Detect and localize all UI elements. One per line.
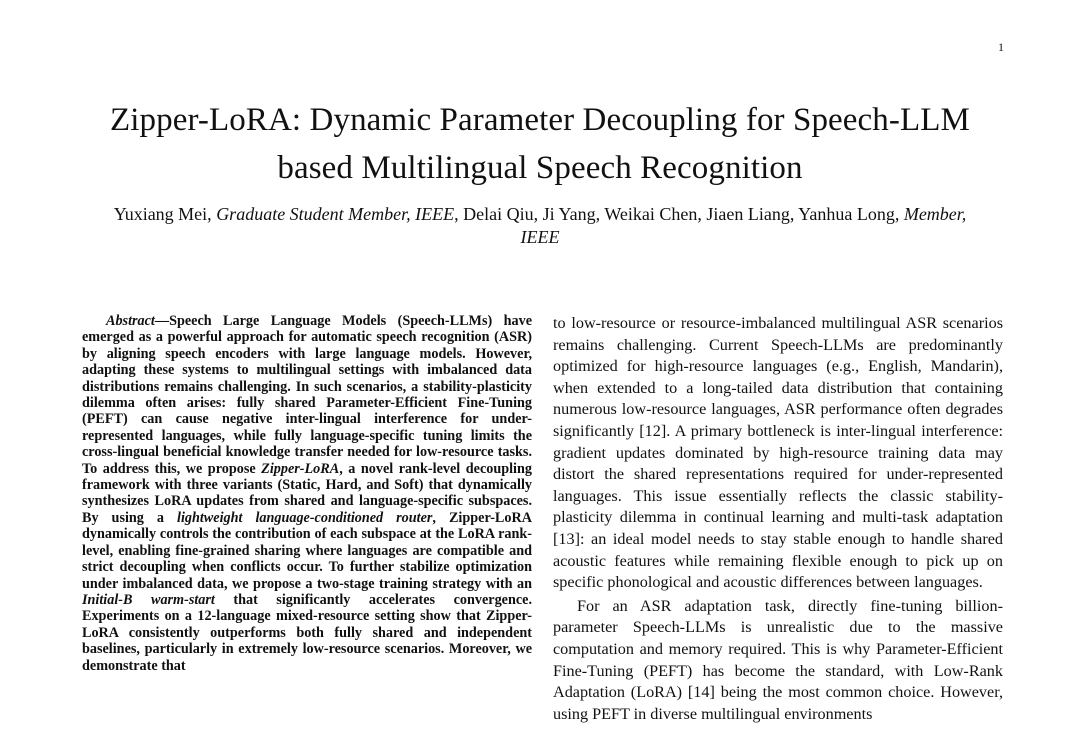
body-column (553, 313, 1003, 725)
abstract-dash: — (154, 313, 170, 329)
author-first-role: Graduate Student Member, IEEE (216, 204, 455, 224)
title-line-2: based Multilingual Speech Recognition (277, 150, 803, 186)
author-first: Yuxiang Mei, (113, 204, 217, 224)
author-list (110, 203, 970, 249)
abstract-text-4: that significantly accelerates convergence. Experiments on a 12-language mixed-resource setting show that Zipper-LoRA consistently outperforms both fully shared and independent baselines, particularly in extremely low-resource scenarios. Moreover, we demonstrate that (82, 591, 532, 674)
abstract-text-1: Speech Large Language Models (Speech-LLMs) have emerged as a powerful approach for automatic speech recognition (ASR) by aligning speech encoders with large language models. However, adapting these systems to multilingual settings with imbalanced data distributions remains challenging. In such scenarios, a stability-plasticity dilemma often arises: fully shared Parameter-Efficient Fine-Tuning (PEFT) can cause negative inter-lingual interference for under-represented languages, while fully language-specific tuning limits the cross-lingual beneficial knowledge transfer needed for low-resource tasks. To address this, we propose (82, 313, 532, 477)
abstract-text-2: , a novel rank-level decoupling framework with three variants (Static, Hard, and Soft) that dynamically synthesizes LoRA updates from shared and language-specific subspaces. By using a (82, 460, 532, 526)
body-paragraph-1: to low-resource or resource-imbalanced multilingual ASR scenarios remains challenging. Current Speech-LLMs are predominantly optimized for high-resource languages (e.g., English, Mandarin), when extended to a long-tailed data distribution that containing numerous low-resource languages, ASR performance often degrades significantly [12]. A primary bottleneck is inter-lingual interference: gradient updates dominated by high-resource training data may distort the shared representations required for under-represented languages. This issue essentially reflects the classic stability-plasticity dilemma in continual learning and multi-task adaptation [13]: an ideal model needs to stay stable enough to handle shared acoustic features while remaining flexible enough to pick up on specific phonological and acoustic differences between languages. (553, 314, 1003, 592)
abstract-emphasis-warm-start: Initial-B warm-start (82, 591, 215, 608)
author-others: , Delai Qiu, Ji Yang, Weikai Chen, Jiaen Liang, Yanhua Long, (454, 204, 904, 224)
abstract-label: Abstract (106, 313, 155, 329)
paper-title (90, 96, 990, 192)
abstract-paragraph (82, 313, 532, 674)
abstract-text-3: , Zipper-LoRA dynamically controls the contribution of each subspace at the LoRA rank-level, enabling fine-grained sharing where languages are compatible and strict decoupling when conflicts occur. To further stabilize optimization under imbalanced data, we propose a two-stage training strategy with an (82, 509, 532, 592)
title-line-1: Zipper-LoRA: Dynamic Parameter Decoupling for Speech-LLM (110, 102, 970, 138)
page-number: 1 (998, 40, 1004, 54)
abstract-emphasis-router: lightweight language-conditioned router (177, 509, 433, 526)
body-paragraph-2: For an ASR adaptation task, directly fine-tuning billion-parameter Speech-LLMs is unrealistic due to the massive computation and memory required. This is why Parameter-Efficient Fine-Tuning (PEFT) has become the standard, with Low-Rank Adaptation (LoRA) [14] being the most common choice. However, using PEFT in diverse multilingual environments (553, 596, 1003, 723)
author-last-role: Member, IEEE (520, 204, 967, 247)
abstract-column (82, 313, 532, 674)
abstract-emphasis-zipper-lora: Zipper-LoRA (261, 460, 340, 477)
